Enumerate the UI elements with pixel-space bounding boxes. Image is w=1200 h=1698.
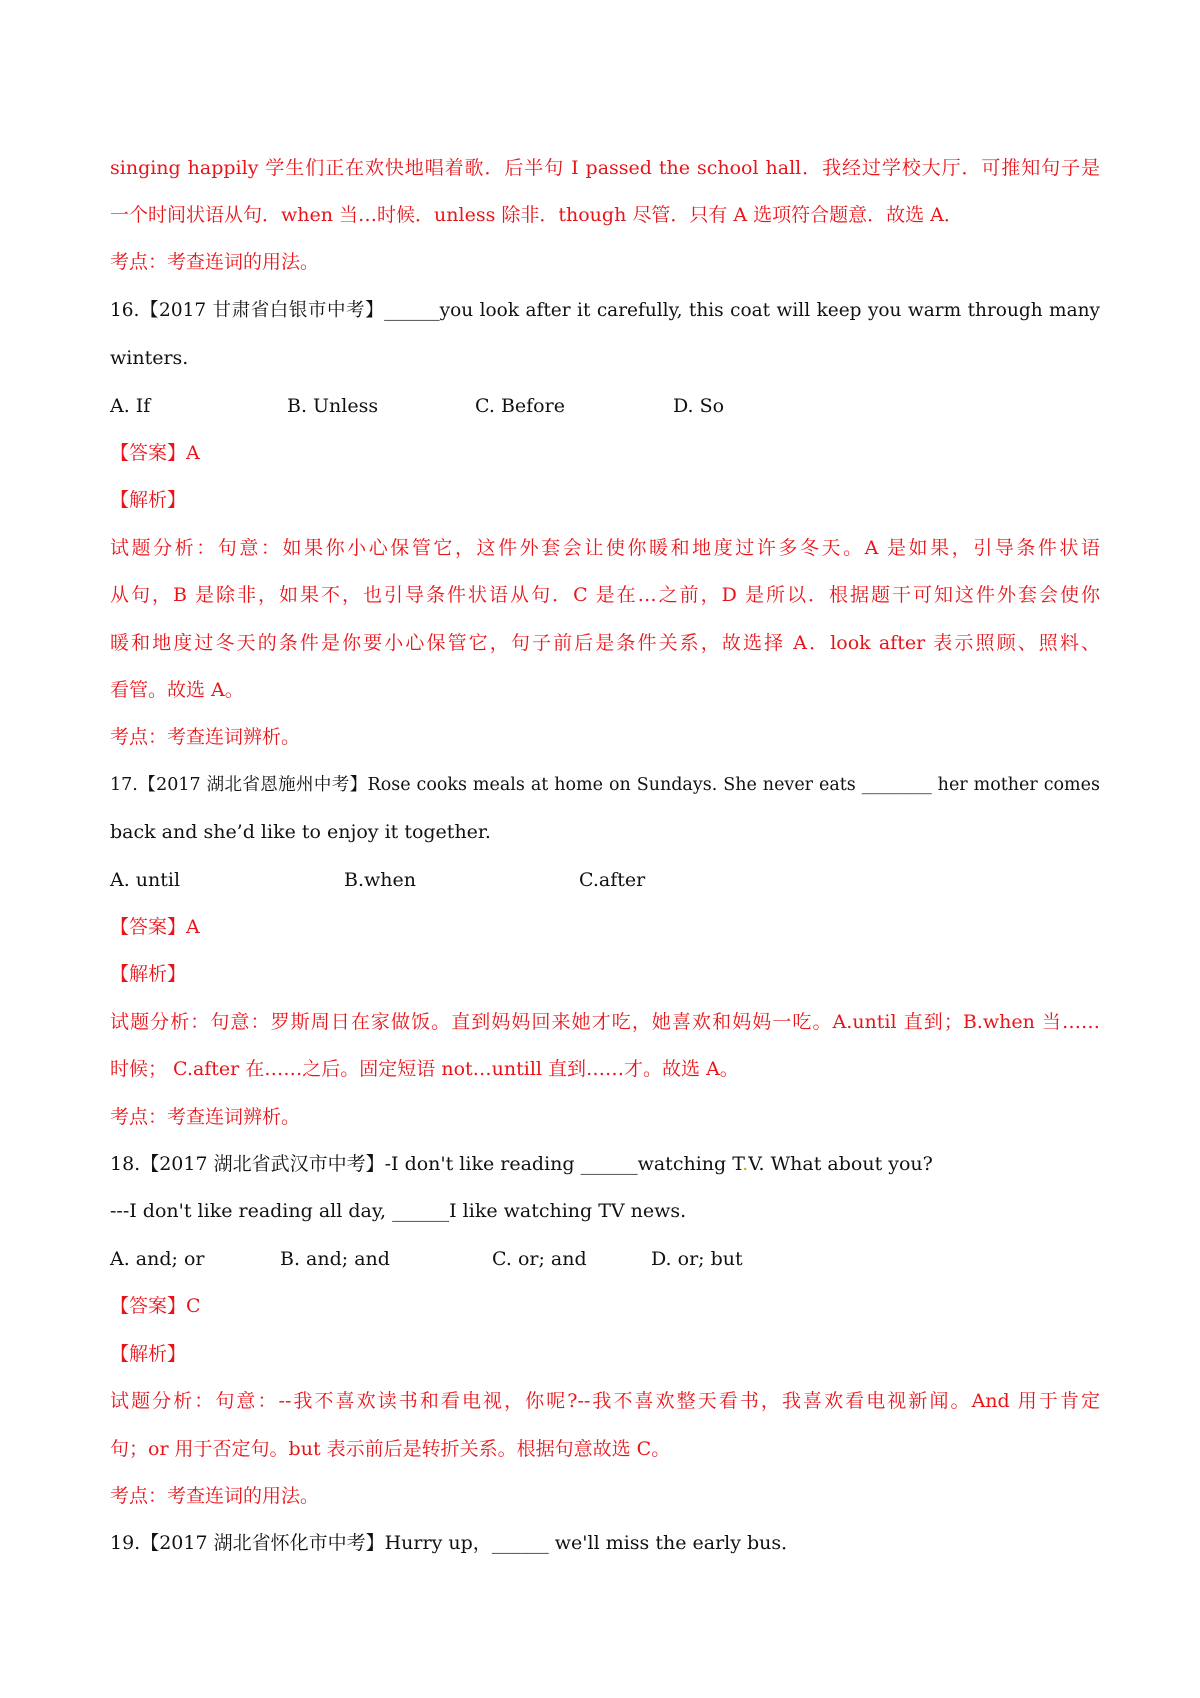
q18-stem-dot: . <box>742 1153 749 1175</box>
q15-analysis-line-1: singing happily 学生们正在欢快地唱着歌．后半句 I passed the school hall．我经过学校大厅．可推知句子是 <box>110 157 1100 179</box>
q18-answer: 【答案】C <box>110 1295 201 1317</box>
q19-stem-line-1: 19.【2017 湖北省怀化市中考】Hurry up，______ we'll miss the early bus． <box>110 1532 801 1554</box>
q17-stem-line-1: 17.【2017 湖北省恩施州中考】Rose cooks meals at home on Sundays. She never eats ________ her mother comes <box>110 775 1100 795</box>
q16-option-a: A. If <box>110 395 151 417</box>
q18-option-b: B. and; and <box>280 1248 390 1270</box>
q16-analysis-line-3: 暖和地度过冬天的条件是你要小心保管它，句子前后是条件关系，故选择 A．look after 表示照顾、照料、 <box>110 632 1100 654</box>
q16-jiexi-heading: 【解析】 <box>110 489 187 511</box>
q18-analysis-line-1: 试题分析：句意：--我不喜欢读书和看电视，你呢?--我不喜欢整天看书，我喜欢看电视新闻。And 用于肯定 <box>110 1390 1100 1412</box>
q16-option-d: D. So <box>673 395 725 417</box>
q17-answer: 【答案】A <box>110 916 200 938</box>
q17-jiexi-heading: 【解析】 <box>110 963 187 985</box>
q18-option-c: C. or; and <box>492 1248 587 1270</box>
q18-stem-line-1 <box>110 1150 1100 1178</box>
q17-option-a: A. until <box>110 869 181 891</box>
q18-option-a: A. and; or <box>110 1248 205 1270</box>
q16-kaodian: 考点：考查连词辨析。 <box>110 726 301 748</box>
q16-analysis-line-1: 试题分析：句意：如果你小心保管它，这件外套会让使你暖和地度过许多冬天。A 是如果，引导条件状语 <box>110 537 1100 559</box>
q18-analysis-line-2: 句；or 用于否定句。but 表示前后是转折关系。根据句意故选 C。 <box>110 1438 671 1460</box>
q15-kaodian: 考点：考查连词的用法。 <box>110 251 320 273</box>
q17-stem-line-2: back and she’d like to enjoy it together. <box>110 821 491 843</box>
q16-analysis-line-2: 从句，B 是除非，如果不，也引导条件状语从句．C 是在…之前，D 是所以．根据题干可知这件外套会使你 <box>110 584 1100 606</box>
q17-analysis-line-1: 试题分析：句意：罗斯周日在家做饭。直到妈妈回来她才吃，她喜欢和妈妈一吃。A.until 直到；B.when 当…… <box>110 1011 1100 1033</box>
q18-stem-line-1-part-b: V. What about you? <box>748 1153 933 1175</box>
q16-option-c: C. Before <box>475 395 565 417</box>
q18-option-d: D. or; but <box>651 1248 743 1270</box>
q17-option-b: B.when <box>344 869 416 891</box>
q18-stem-line-2: ---I don't like reading all day, ______I like watching TV news. <box>110 1200 687 1222</box>
q16-answer: 【答案】A <box>110 442 200 464</box>
q15-analysis-line-2: 一个时间状语从句．when 当…时候．unless 除非．though 尽管．只有 A 选项符合题意．故选 A． <box>110 204 963 226</box>
q16-analysis-line-4: 看管。故选 A。 <box>110 679 244 701</box>
q17-kaodian: 考点：考查连词辨析。 <box>110 1106 301 1128</box>
q18-stem-line-1-part-a: 18.【2017 湖北省武汉市中考】-I don't like reading ______watching T <box>110 1153 743 1175</box>
q16-option-b: B. Unless <box>287 395 379 417</box>
q17-analysis-line-2: 时候； C.after 在……之后。固定短语 not…untill 直到……才。故选 A。 <box>110 1058 739 1080</box>
q18-jiexi-heading: 【解析】 <box>110 1343 187 1365</box>
q16-stem-line-1: 16.【2017 甘肃省白银市中考】______you look after it carefully, this coat will keep you warm through many <box>110 300 1100 321</box>
q17-option-c: C.after <box>579 869 646 891</box>
q16-stem-line-2: winters. <box>110 347 189 369</box>
q18-kaodian: 考点：考查连词的用法。 <box>110 1485 320 1507</box>
